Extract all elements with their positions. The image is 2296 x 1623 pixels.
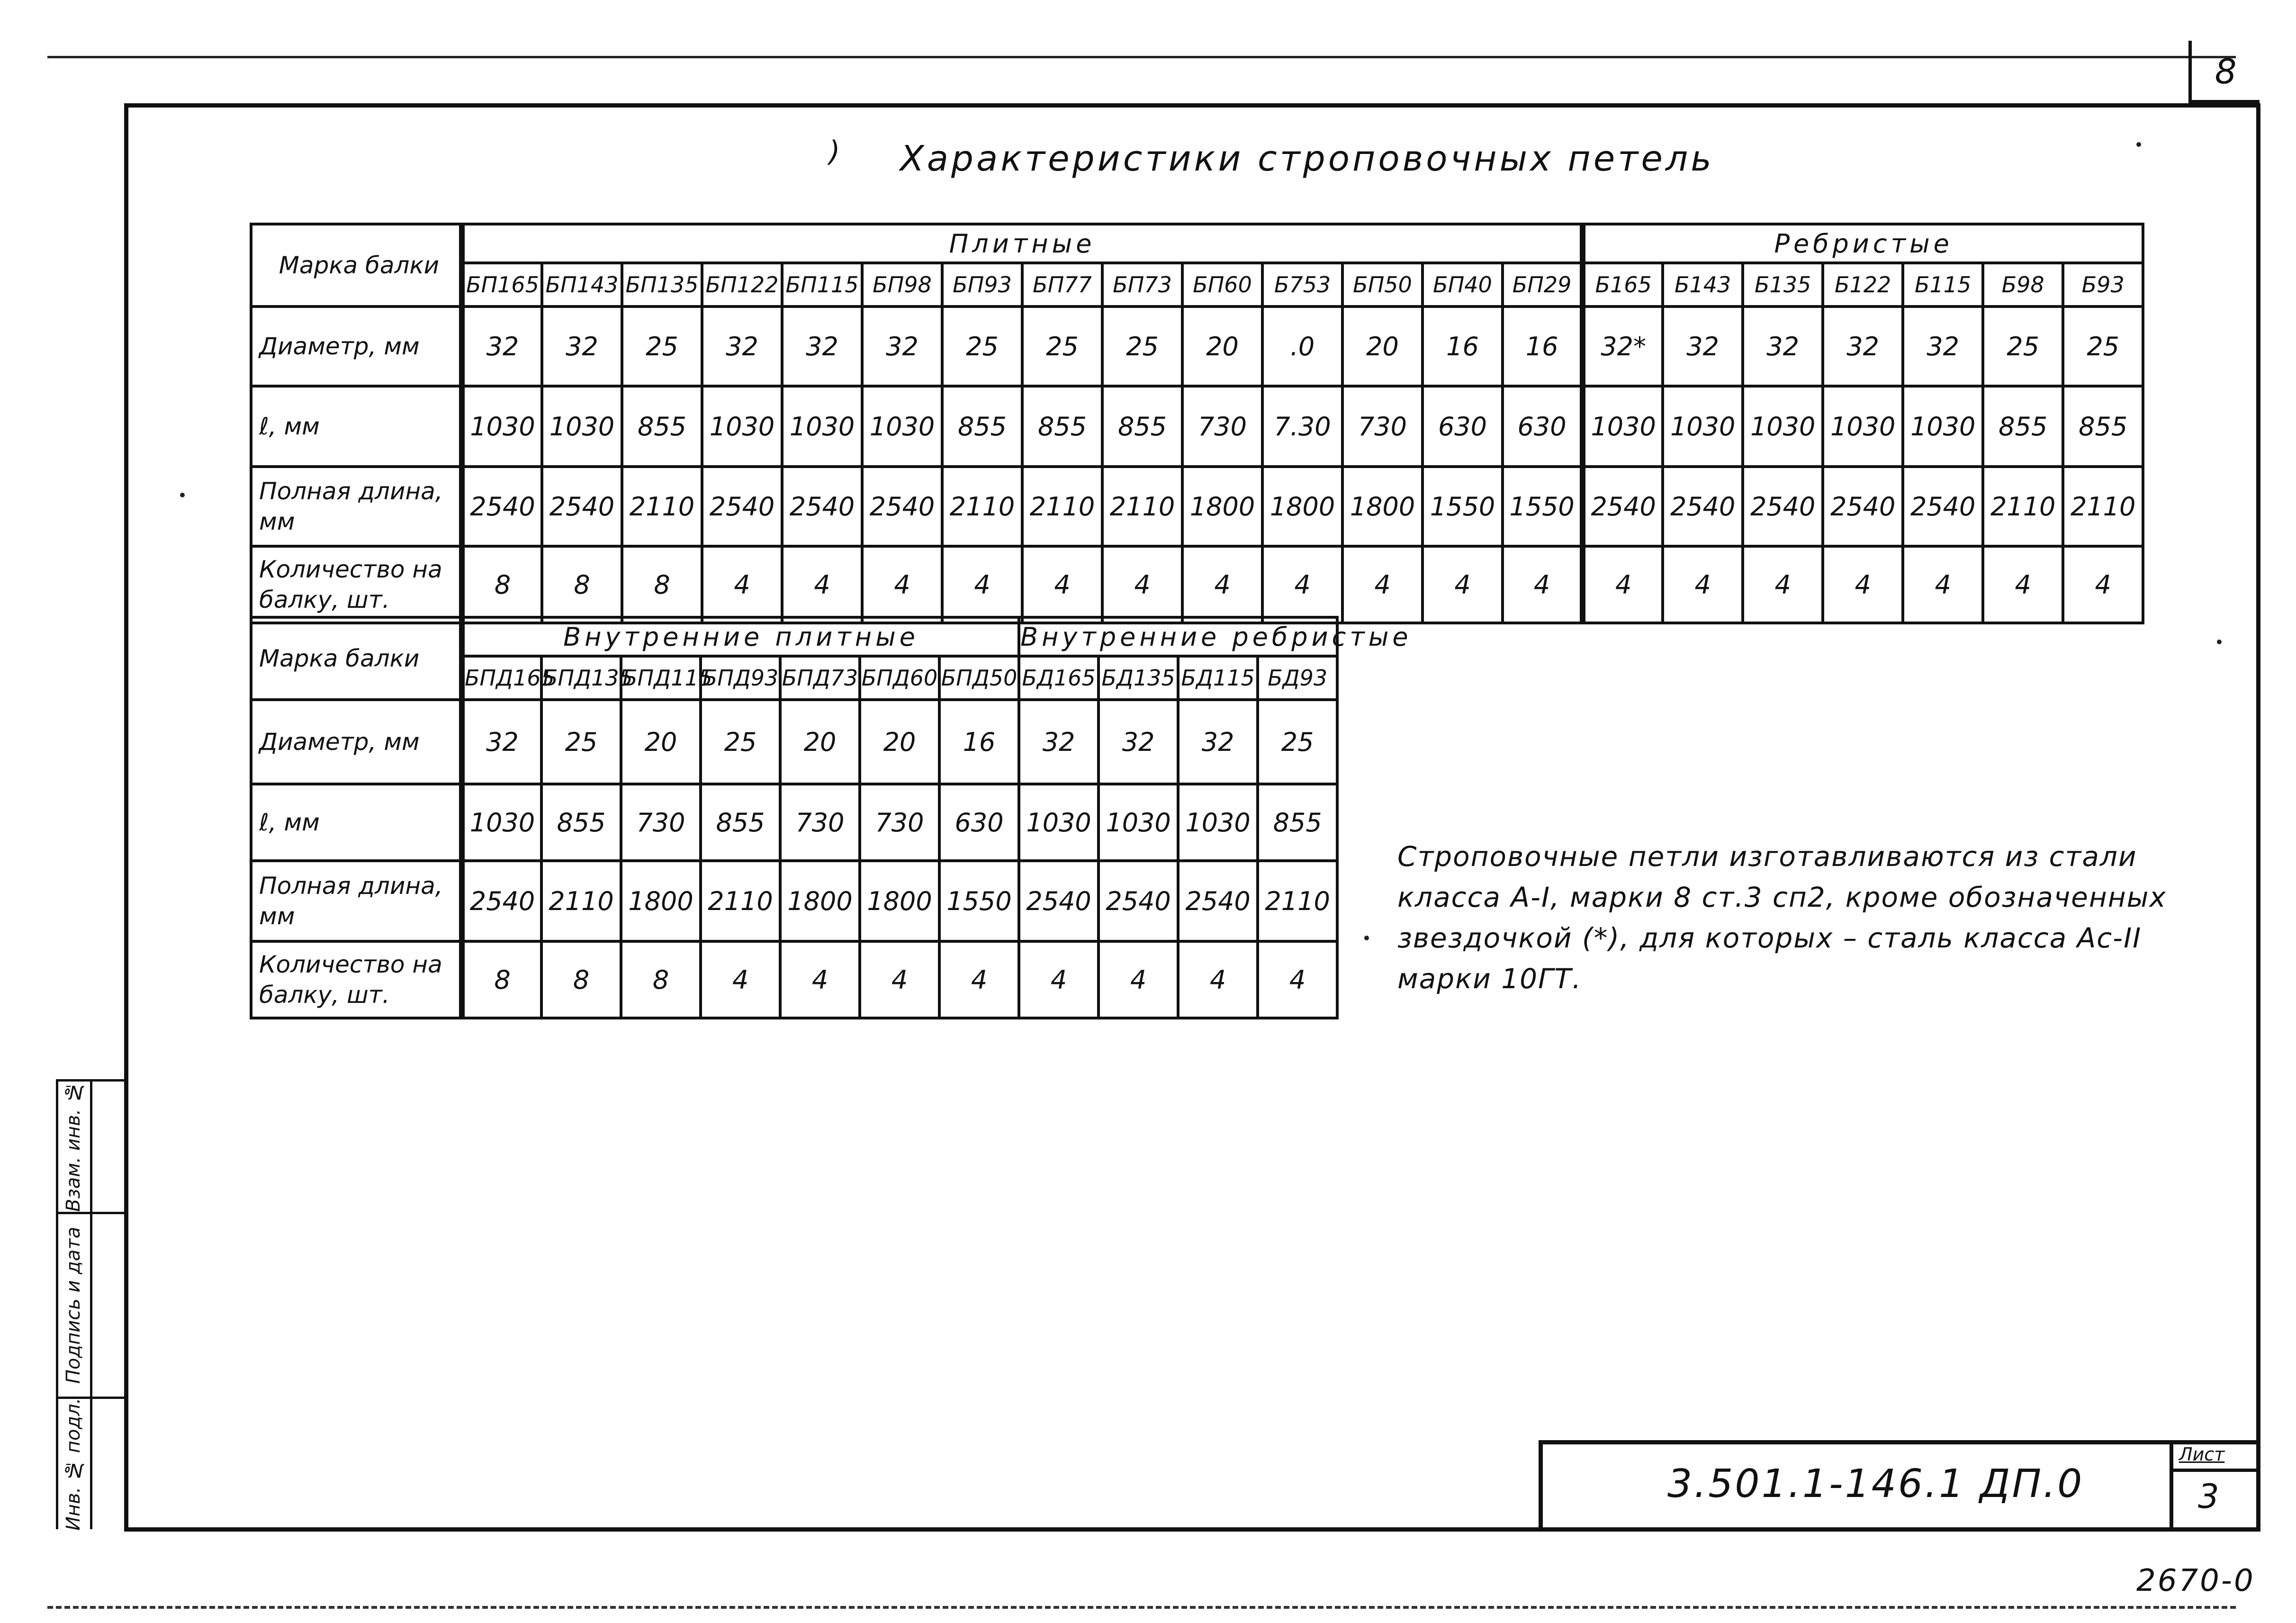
sheet-box-divider	[2170, 1469, 2260, 1472]
table-cell: 8	[462, 941, 541, 1018]
table-cell: 1030	[782, 386, 862, 467]
table-cell: 730	[1342, 386, 1423, 467]
beam-mark: БП29	[1503, 263, 1583, 307]
table-cell: 32	[462, 307, 542, 386]
table-cell: 32	[1743, 307, 1823, 386]
table-cell: 730	[780, 784, 860, 861]
table-cell: 25	[1983, 307, 2063, 386]
table-cell: 2540	[862, 467, 942, 546]
table-cell: 25	[1022, 307, 1102, 386]
table-row	[251, 941, 1337, 1018]
table-row	[251, 467, 2143, 546]
beam-mark: БП98	[862, 263, 942, 307]
table-cell: 630	[1503, 386, 1583, 467]
table-cell: 855	[701, 784, 780, 861]
table-cell: 4	[1423, 546, 1503, 623]
table-cell: 8	[542, 546, 622, 623]
row-label: ℓ, мм	[251, 386, 462, 467]
beam-mark: БП135	[622, 263, 702, 307]
beam-mark: БПД165	[462, 656, 541, 700]
table-cell: 4	[2063, 546, 2143, 623]
lifting-loops-table-main	[250, 223, 2144, 624]
table-cell: 4	[1903, 546, 1983, 623]
table-cell: 25	[1258, 700, 1337, 784]
table-cell: 4	[1262, 546, 1342, 623]
row-label: Количество на балку, шт.	[251, 941, 462, 1018]
table-cell: 730	[621, 784, 701, 861]
table-cell: 730	[860, 784, 939, 861]
table-cell: 16	[939, 700, 1019, 784]
beam-mark: БП143	[542, 263, 622, 307]
table-cell: 8	[622, 546, 702, 623]
table-cell: 1800	[1182, 467, 1262, 546]
table-cell: 32	[1663, 307, 1743, 386]
table-row	[251, 861, 1337, 941]
beam-mark: БП122	[702, 263, 782, 307]
row-label: Диаметр, мм	[251, 307, 462, 386]
beam-mark: БП60	[1182, 263, 1262, 307]
table-cell: 32	[1019, 700, 1098, 784]
table-cell: 4	[1503, 546, 1583, 623]
table-cell: 4	[862, 546, 942, 623]
table-cell: 7.30	[1262, 386, 1342, 467]
beam-mark: Б165	[1583, 263, 1663, 307]
table-cell: 32	[542, 307, 622, 386]
scan-speck	[2136, 142, 2141, 147]
table-cell: 4	[1178, 941, 1258, 1018]
row-header-mark: Марка балки	[251, 224, 462, 307]
table-cell: 1030	[1098, 784, 1178, 861]
beam-mark: БП77	[1022, 263, 1102, 307]
table-group-row	[251, 617, 1337, 656]
row-label: Количество на балку, шт.	[251, 546, 462, 623]
table-cell: 20	[621, 700, 701, 784]
table-cell: 1550	[1423, 467, 1503, 546]
table-cell: 2540	[542, 467, 622, 546]
table-cell: 4	[782, 546, 862, 623]
table-cell: 2540	[782, 467, 862, 546]
beam-mark: БП93	[942, 263, 1022, 307]
beam-mark: БПД60	[860, 656, 939, 700]
table-cell: 25	[622, 307, 702, 386]
table-cell: 2110	[942, 467, 1022, 546]
table-cell: 1030	[1743, 386, 1823, 467]
table-cell: 2540	[1178, 861, 1258, 941]
table-cell: 855	[942, 386, 1022, 467]
table-cell: 4	[1583, 546, 1663, 623]
table-cell: 1800	[1342, 467, 1423, 546]
table-cell: 32	[702, 307, 782, 386]
table-cell: 4	[1983, 546, 2063, 623]
table-cell: 4	[701, 941, 780, 1018]
beam-mark: Б98	[1983, 263, 2063, 307]
table-cell: 855	[622, 386, 702, 467]
lifting-loops-table-internal	[250, 616, 1412, 1019]
top-rule	[47, 56, 2236, 58]
side-stamp-border	[56, 1079, 58, 1529]
group-header-internal-rebristye: Внутренние ребристые	[1019, 617, 1337, 656]
table-row	[251, 546, 2143, 623]
table-cell: 1030	[462, 386, 542, 467]
side-stamp-sep	[56, 1212, 124, 1214]
table-cell: 20	[1182, 307, 1262, 386]
table-cell: 32	[782, 307, 862, 386]
table-cell: 1800	[1262, 467, 1342, 546]
side-stamp	[56, 1079, 124, 1529]
beam-mark: Б93	[2063, 263, 2143, 307]
beam-mark: БП50	[1342, 263, 1423, 307]
table-cell: 20	[1342, 307, 1423, 386]
table-cell: 2540	[1583, 467, 1663, 546]
table-cell: 32	[1903, 307, 1983, 386]
scan-speck	[180, 493, 185, 497]
table-cell: 2540	[1663, 467, 1743, 546]
beam-mark: Б135	[1743, 263, 1823, 307]
row-label: Диаметр, мм	[251, 700, 462, 784]
stamp-replaced-inv-number: Взам. инв. №	[63, 1081, 84, 1212]
beam-mark: БД165	[1019, 656, 1098, 700]
table-cell: 730	[1182, 386, 1262, 467]
row-header-mark: Марка балки	[251, 617, 462, 700]
stamp-signature-date: Подпись и дата	[63, 1226, 84, 1384]
table-cell: 25	[541, 700, 621, 784]
group-header-internal-plitnye: Внутренние плитные	[462, 617, 1019, 656]
beam-mark: БПД73	[780, 656, 860, 700]
document-code: 3.501.1-146.1 ДП.0	[1667, 1461, 2084, 1506]
table-cell: 2540	[1823, 467, 1903, 546]
table-cell: 1030	[1823, 386, 1903, 467]
table-cell: 1800	[780, 861, 860, 941]
table-group-row	[251, 224, 2143, 263]
table-cell: 4	[1182, 546, 1262, 623]
beam-mark: БПД115	[621, 656, 701, 700]
table-row	[251, 386, 2143, 467]
table-cell: 4	[939, 941, 1019, 1018]
table-cell: 2110	[701, 861, 780, 941]
table-cell: 4	[1743, 546, 1823, 623]
beam-mark: Б143	[1663, 263, 1743, 307]
table-cell: 25	[701, 700, 780, 784]
table-row	[251, 784, 1337, 861]
table-cell: 32	[1823, 307, 1903, 386]
row-label: Полная длина, мм	[251, 861, 462, 941]
table-row	[251, 700, 1337, 784]
table-cell: 32	[862, 307, 942, 386]
table-cell: 2540	[1743, 467, 1823, 546]
table-cell: 4	[1022, 546, 1102, 623]
table-cell: 2540	[1903, 467, 1983, 546]
stamp-original-inv-number: Инв. № подл.	[63, 1398, 84, 1531]
table-cell: 1030	[862, 386, 942, 467]
table-cell: 1550	[1503, 467, 1583, 546]
table-cell: 2110	[1983, 467, 2063, 546]
table-cell: 1030	[1583, 386, 1663, 467]
table-cell: 855	[1102, 386, 1182, 467]
table-cell: .0	[1262, 307, 1342, 386]
table-marks-row	[251, 263, 2143, 307]
table-cell: 1030	[702, 386, 782, 467]
table-cell: 1030	[1663, 386, 1743, 467]
table-cell: 4	[1342, 546, 1423, 623]
table-row	[251, 307, 2143, 386]
table-cell: 25	[1102, 307, 1182, 386]
table-cell: 855	[1022, 386, 1102, 467]
table-cell: 16	[1423, 307, 1503, 386]
table-cell: 1550	[939, 861, 1019, 941]
beam-mark: БПД50	[939, 656, 1019, 700]
sheet-label: Лист	[2179, 1444, 2225, 1465]
table-cell: 4	[1663, 546, 1743, 623]
sheet-number: 3	[2198, 1477, 2219, 1516]
side-stamp-divider	[90, 1079, 92, 1529]
table-cell: 4	[1102, 546, 1182, 623]
beam-mark: Б115	[1903, 263, 1983, 307]
table-cell: 20	[860, 700, 939, 784]
table-cell: 32*	[1583, 307, 1663, 386]
title-tick-mark: )	[829, 135, 840, 168]
table-cell: 4	[1258, 941, 1337, 1018]
beam-mark: БД135	[1098, 656, 1178, 700]
table-cell: 4	[1823, 546, 1903, 623]
steel-class-note: Строповочные петли изготавливаются из стали класса А-I, марки 8 ст.3 сп2, кроме обозначенных звездочкой (*), для которых – сталь класса Ас-II марки 10ГТ.	[1397, 840, 2167, 995]
archive-number: 2670-0	[2136, 1563, 2255, 1598]
table-cell: 2110	[622, 467, 702, 546]
row-label: Полная длина, мм	[251, 467, 462, 546]
table-cell: 16	[1503, 307, 1583, 386]
table-cell: 8	[462, 546, 542, 623]
table-cell: 2540	[702, 467, 782, 546]
table-cell: 630	[1423, 386, 1503, 467]
table-cell: 1800	[860, 861, 939, 941]
table-cell: 25	[942, 307, 1022, 386]
table-cell: 1030	[1178, 784, 1258, 861]
table-cell: 855	[541, 784, 621, 861]
beam-mark: БПД93	[701, 656, 780, 700]
beam-mark: БД93	[1258, 656, 1337, 700]
table-cell: 855	[2063, 386, 2143, 467]
sheet-corner-number: 8	[2188, 41, 2260, 103]
table-cell: 1030	[542, 386, 622, 467]
row-label: ℓ, мм	[251, 784, 462, 861]
table-cell: 630	[939, 784, 1019, 861]
table-cell: 2110	[1102, 467, 1182, 546]
table-cell: 855	[1983, 386, 2063, 467]
table-cell: 20	[780, 700, 860, 784]
table-cell: 2540	[462, 861, 541, 941]
table-cell: 1030	[462, 784, 541, 861]
table-cell: 855	[1258, 784, 1337, 861]
beam-mark: БПД135	[541, 656, 621, 700]
table-cell: 1800	[621, 861, 701, 941]
table-cell: 2110	[2063, 467, 2143, 546]
table-cell: 2540	[1098, 861, 1178, 941]
scan-speck	[2217, 640, 2222, 644]
beam-mark: Б753	[1262, 263, 1342, 307]
table-cell: 32	[462, 700, 541, 784]
table-cell: 1030	[1903, 386, 1983, 467]
table-cell: 1030	[1019, 784, 1098, 861]
table-cell: 2540	[462, 467, 542, 546]
table-cell: 8	[621, 941, 701, 1018]
table-cell: 32	[1178, 700, 1258, 784]
bottom-cut-line	[47, 1606, 2236, 1609]
beam-mark: Б122	[1823, 263, 1903, 307]
beam-mark: БП115	[782, 263, 862, 307]
group-header-plitnye: Плитные	[462, 224, 1583, 263]
table-cell: 8	[541, 941, 621, 1018]
table-cell: 4	[942, 546, 1022, 623]
table-cell: 32	[1098, 700, 1178, 784]
beam-mark: БП40	[1423, 263, 1503, 307]
table-cell: 25	[2063, 307, 2143, 386]
beam-mark: БД115	[1178, 656, 1258, 700]
table-cell: 4	[780, 941, 860, 1018]
beam-mark: БП73	[1102, 263, 1182, 307]
table-cell: 4	[1098, 941, 1178, 1018]
table-cell: 2110	[1022, 467, 1102, 546]
table-cell: 4	[702, 546, 782, 623]
scan-speck	[1364, 936, 1369, 940]
table-cell: 2110	[541, 861, 621, 941]
table-cell: 4	[1019, 941, 1098, 1018]
beam-mark: БП165	[462, 263, 542, 307]
table-cell: 2540	[1019, 861, 1098, 941]
page-title: Характеристики строповочных петель	[900, 138, 1714, 179]
table-cell: 4	[860, 941, 939, 1018]
group-header-rebristye: Ребристые	[1583, 224, 2143, 263]
table-cell: 2110	[1258, 861, 1337, 941]
